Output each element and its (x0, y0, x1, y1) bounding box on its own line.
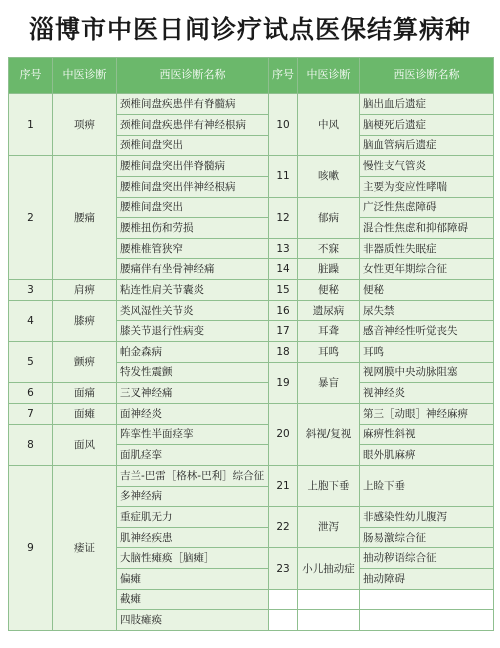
western-diagnosis: 阵挛性半面痉挛 (117, 424, 269, 445)
empty-cell (269, 589, 298, 610)
western-diagnosis: 非器质性失眠症 (360, 238, 494, 259)
row-number: 16 (269, 300, 298, 321)
western-diagnosis: 非感染性幼儿腹泻 (360, 507, 494, 528)
tcm-diagnosis: 腰痛 (53, 156, 117, 280)
western-diagnosis: 三叉神经痛 (117, 383, 269, 404)
row-number: 7 (9, 403, 53, 424)
table-body (9, 94, 494, 631)
western-diagnosis: 主要为变应性哮喘 (360, 176, 494, 197)
header-tcm-2: 中医诊断 (298, 58, 360, 94)
western-diagnosis: 便秘 (360, 280, 494, 301)
western-diagnosis: 眼外肌麻痹 (360, 445, 494, 466)
row-number: 9 (9, 465, 53, 630)
western-diagnosis: 颈椎间盘疾患伴有脊髓病 (117, 94, 269, 115)
western-diagnosis: 感音神经性听觉丧失 (360, 321, 494, 342)
header-western-2: 西医诊断名称 (360, 58, 494, 94)
tcm-diagnosis: 暴盲 (298, 362, 360, 403)
table-row (9, 403, 494, 424)
row-number: 23 (269, 548, 298, 589)
western-diagnosis: 抽动障碍 (360, 569, 494, 590)
table-header (9, 58, 494, 94)
tcm-diagnosis: 颤痹 (53, 342, 117, 383)
row-number: 2 (9, 156, 53, 280)
row-number: 21 (269, 465, 298, 506)
western-diagnosis: 麻痹性斜视 (360, 424, 494, 445)
western-diagnosis: 混合性焦虑和抑郁障碍 (360, 218, 494, 239)
western-diagnosis: 肌神经疾患 (117, 527, 269, 548)
tcm-diagnosis: 项痹 (53, 94, 117, 156)
tcm-diagnosis: 小儿抽动症 (298, 548, 360, 589)
row-number: 19 (269, 362, 298, 403)
disease-table (8, 57, 494, 631)
table-row (9, 280, 494, 301)
table-row (9, 342, 494, 363)
western-diagnosis: 尿失禁 (360, 300, 494, 321)
empty-cell (298, 610, 360, 631)
table-row (9, 465, 494, 486)
row-number: 4 (9, 300, 53, 341)
row-number: 14 (269, 259, 298, 280)
header-western: 西医诊断名称 (117, 58, 269, 94)
tcm-diagnosis: 面痛 (53, 383, 117, 404)
tcm-diagnosis: 斜视/复视 (298, 403, 360, 465)
tcm-diagnosis: 泄泻 (298, 507, 360, 548)
tcm-diagnosis: 面风 (53, 424, 117, 465)
tcm-diagnosis: 不寐 (298, 238, 360, 259)
western-diagnosis: 慢性支气管炎 (360, 156, 494, 177)
western-diagnosis: 面神经炎 (117, 403, 269, 424)
western-diagnosis: 脑血管病后遗症 (360, 135, 494, 156)
header-tcm: 中医诊断 (53, 58, 117, 94)
row-number: 1 (9, 94, 53, 156)
western-diagnosis: 上睑下垂 (360, 465, 494, 506)
page-title: 淄博市中医日间诊疗试点医保结算病种 (28, 15, 471, 44)
tcm-diagnosis: 耳鸣 (298, 342, 360, 363)
western-diagnosis: 类风湿性关节炎 (117, 300, 269, 321)
row-number: 17 (269, 321, 298, 342)
western-diagnosis: 腰椎间盘突出伴神经根病 (117, 176, 269, 197)
tcm-diagnosis: 上胞下垂 (298, 465, 360, 506)
row-number: 13 (269, 238, 298, 259)
row-number: 10 (269, 94, 298, 156)
tcm-diagnosis: 郁病 (298, 197, 360, 238)
empty-cell (298, 589, 360, 610)
western-diagnosis: 腰椎间盘突出 (117, 197, 269, 218)
western-diagnosis: 视神经炎 (360, 383, 494, 404)
western-diagnosis: 抽动秽语综合征 (360, 548, 494, 569)
western-diagnosis: 帕金森病 (117, 342, 269, 363)
table-row (9, 383, 494, 404)
western-diagnosis: 腰椎扭伤和劳损 (117, 218, 269, 239)
western-diagnosis: 多神经病 (117, 486, 269, 507)
western-diagnosis: 膝关节退行性病变 (117, 321, 269, 342)
western-diagnosis: 粘连性肩关节囊炎 (117, 280, 269, 301)
tcm-diagnosis: 痿证 (53, 465, 117, 630)
row-number: 15 (269, 280, 298, 301)
tcm-diagnosis: 膝痹 (53, 300, 117, 341)
western-diagnosis: 吉兰-巴雷［格林-巴利］综合征 (117, 465, 269, 486)
empty-cell (360, 610, 494, 631)
table-row (9, 300, 494, 321)
row-number: 5 (9, 342, 53, 383)
western-diagnosis: 腰痛伴有坐骨神经痛 (117, 259, 269, 280)
western-diagnosis: 耳鸣 (360, 342, 494, 363)
western-diagnosis: 第三［动眼］神经麻痹 (360, 403, 494, 424)
tcm-diagnosis: 便秘 (298, 280, 360, 301)
table-row (9, 156, 494, 177)
tcm-diagnosis: 中风 (298, 94, 360, 156)
tcm-diagnosis: 咳嗽 (298, 156, 360, 197)
empty-cell (360, 589, 494, 610)
western-diagnosis: 腰椎椎管狭窄 (117, 238, 269, 259)
row-number: 18 (269, 342, 298, 363)
western-diagnosis: 肠易激综合征 (360, 527, 494, 548)
western-diagnosis: 腰椎间盘突出伴脊髓病 (117, 156, 269, 177)
tcm-diagnosis: 脏躁 (298, 259, 360, 280)
western-diagnosis: 特发性震颤 (117, 362, 269, 383)
tcm-diagnosis: 肩痹 (53, 280, 117, 301)
row-number: 6 (9, 383, 53, 404)
western-diagnosis: 颈椎间盘突出 (117, 135, 269, 156)
table-row (9, 94, 494, 115)
western-diagnosis: 面肌痉挛 (117, 445, 269, 466)
western-diagnosis: 偏瘫 (117, 569, 269, 590)
western-diagnosis: 重症肌无力 (117, 507, 269, 528)
western-diagnosis: 截瘫 (117, 589, 269, 610)
header-no: 序号 (9, 58, 53, 94)
row-number: 11 (269, 156, 298, 197)
empty-cell (269, 610, 298, 631)
header-no-2: 序号 (269, 58, 298, 94)
western-diagnosis: 广泛性焦虑障碍 (360, 197, 494, 218)
western-diagnosis: 脑出血后遗症 (360, 94, 494, 115)
row-number: 22 (269, 507, 298, 548)
row-number: 20 (269, 403, 298, 465)
row-number: 12 (269, 197, 298, 238)
western-diagnosis: 视网膜中央动脉阻塞 (360, 362, 494, 383)
row-number: 8 (9, 424, 53, 465)
tcm-diagnosis: 遗尿病 (298, 300, 360, 321)
western-diagnosis: 颈椎间盘疾患伴有神经根病 (117, 114, 269, 135)
western-diagnosis: 女性更年期综合征 (360, 259, 494, 280)
tcm-diagnosis: 面瘫 (53, 403, 117, 424)
tcm-diagnosis: 耳聋 (298, 321, 360, 342)
western-diagnosis: 脑梗死后遗症 (360, 114, 494, 135)
western-diagnosis: 大脑性瘫痪［脑瘫］ (117, 548, 269, 569)
table-row (9, 424, 494, 445)
western-diagnosis: 四肢瘫痪 (117, 610, 269, 631)
row-number: 3 (9, 280, 53, 301)
